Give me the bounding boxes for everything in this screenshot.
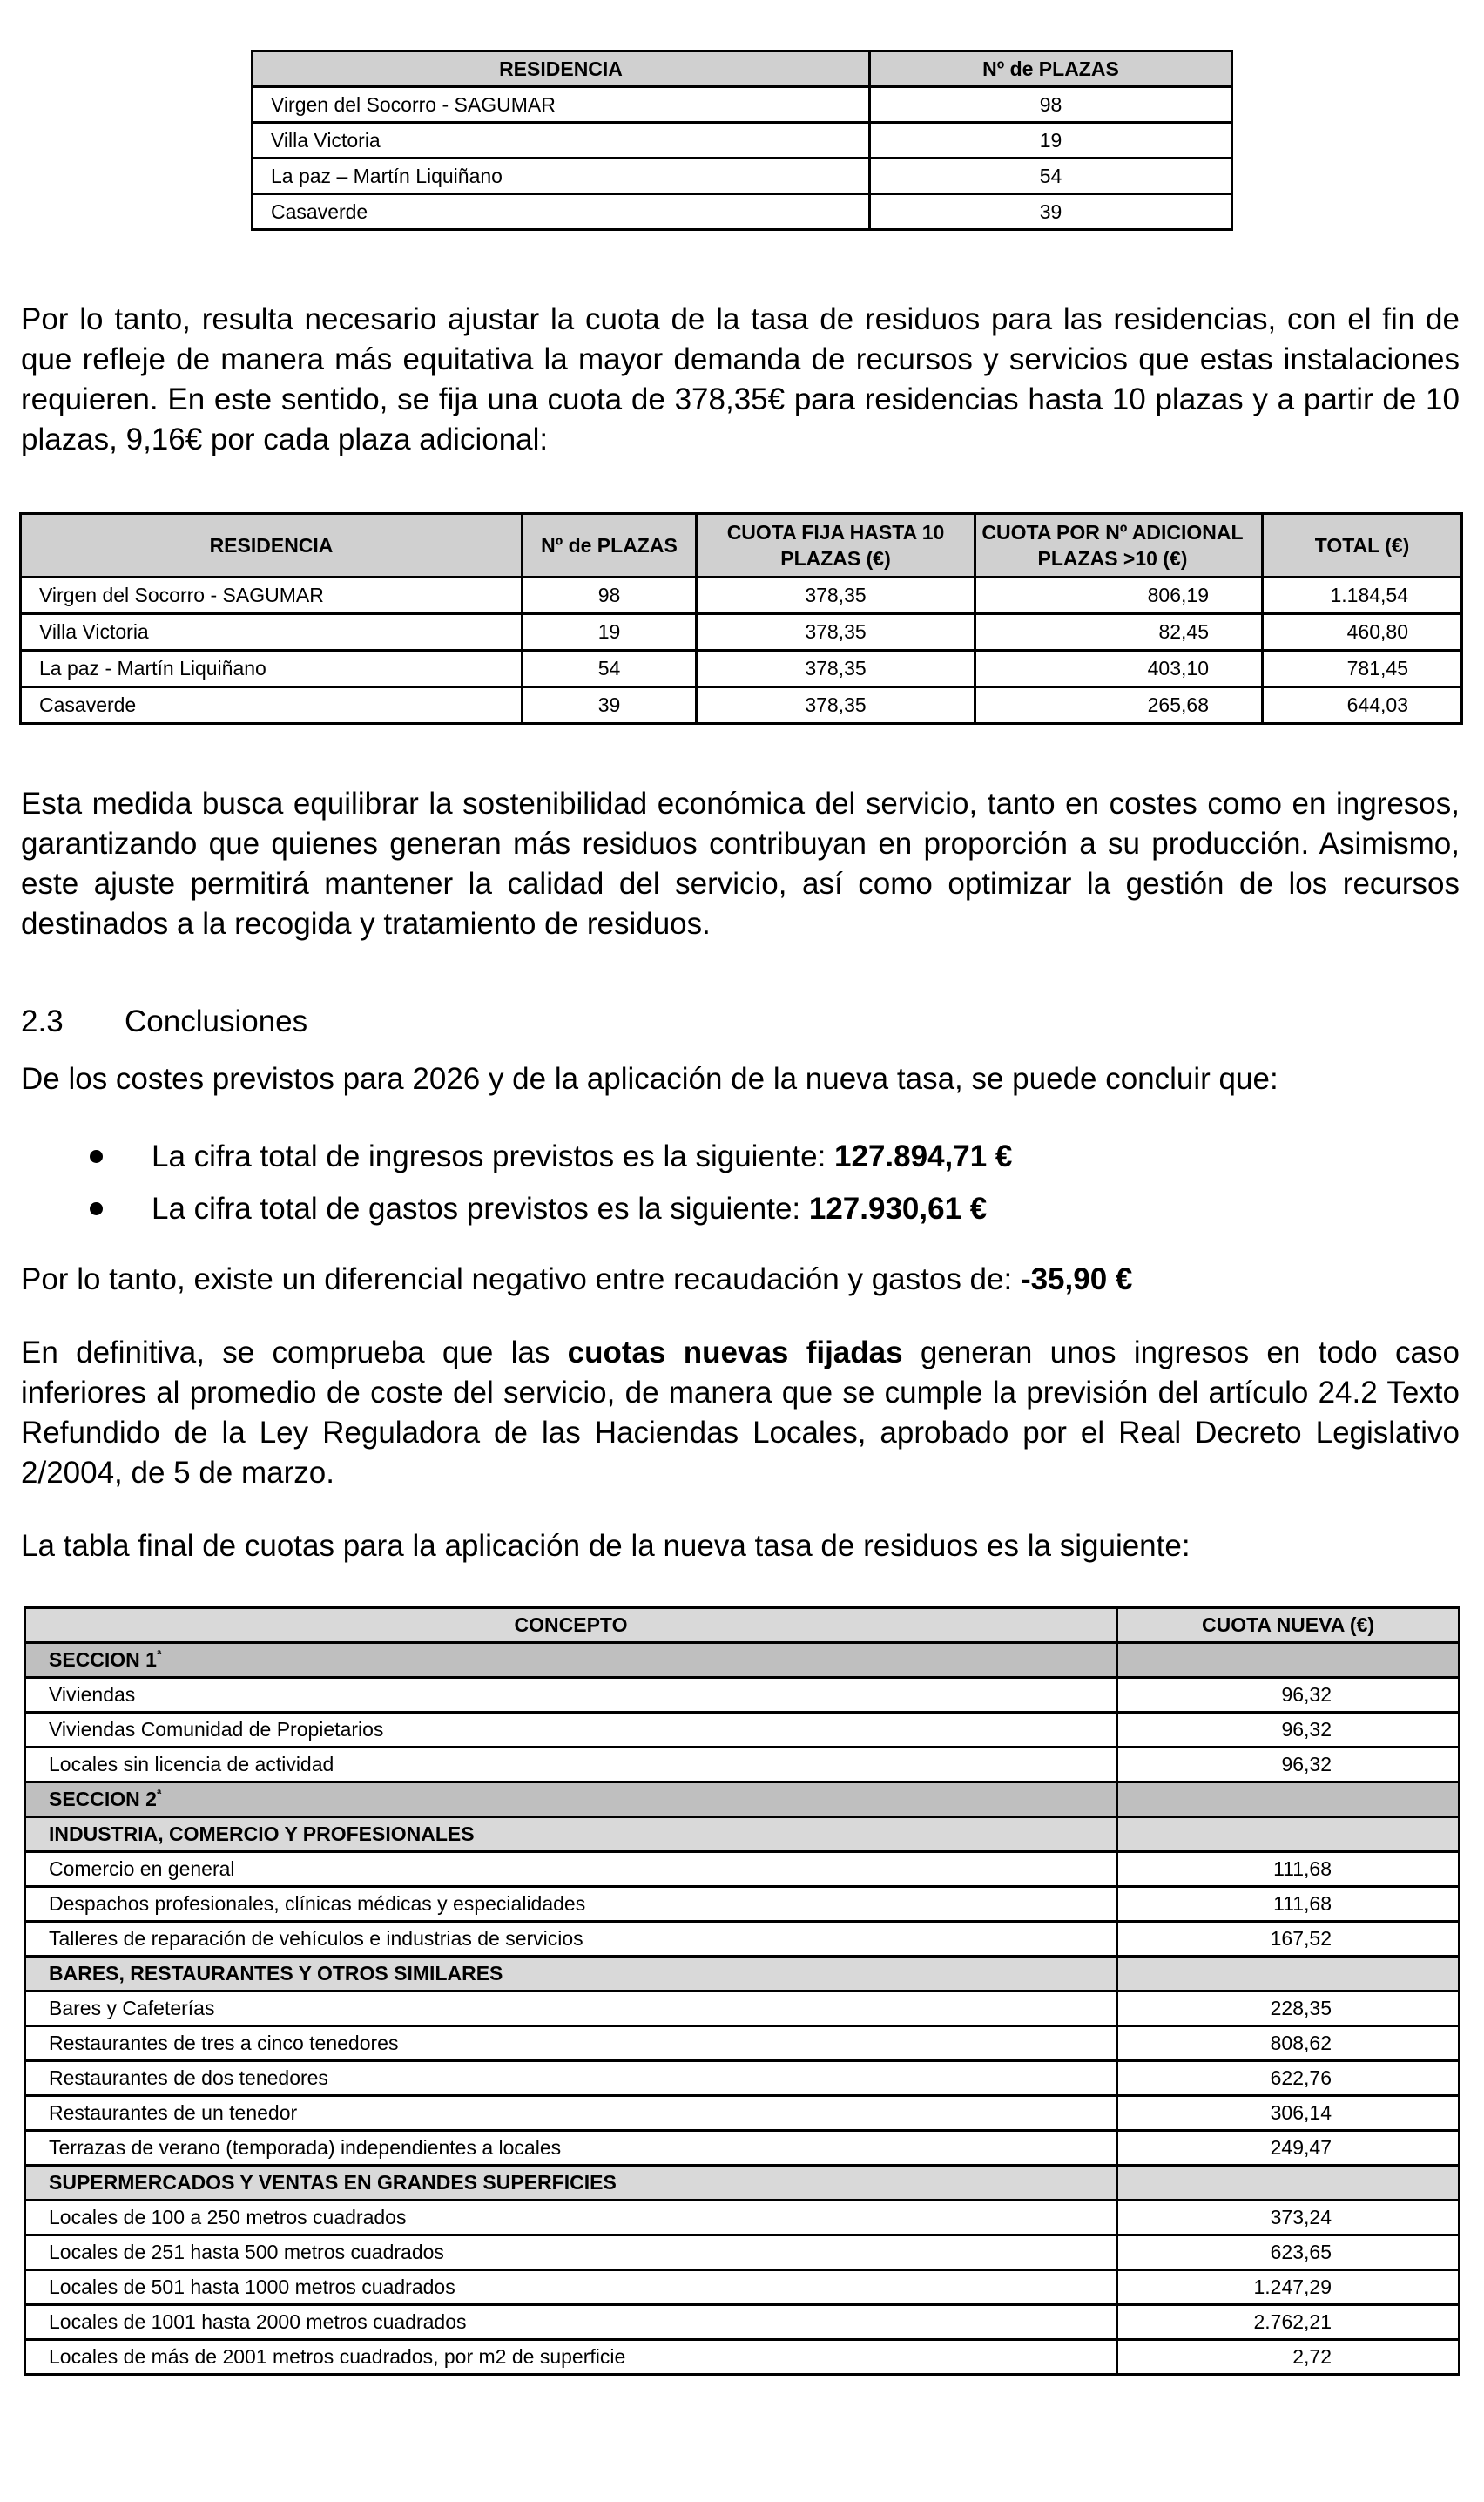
cuota-cell: 808,62 bbox=[1117, 2026, 1460, 2061]
residencia-name: Casaverde bbox=[21, 687, 523, 724]
header-cuota-nueva: CUOTA NUEVA (€) bbox=[1117, 1608, 1460, 1643]
plazas-count: 39 bbox=[870, 194, 1232, 230]
section-heading bbox=[21, 1002, 307, 1042]
concepto-text: BARES, RESTAURANTES Y OTROS SIMILARES bbox=[49, 1962, 503, 1985]
header-residencia: RESIDENCIA bbox=[21, 514, 523, 578]
cuota-cell: 2,72 bbox=[1117, 2340, 1460, 2375]
table-row bbox=[25, 2026, 1460, 2061]
table-row bbox=[25, 2096, 1460, 2131]
table-row bbox=[21, 578, 1462, 614]
table-row bbox=[25, 1991, 1460, 2026]
residencias-plazas-table bbox=[251, 50, 1233, 231]
residencia-name: La paz – Martín Liquiñano bbox=[253, 159, 870, 194]
residencia-name: Casaverde bbox=[253, 194, 870, 230]
cuota-cell bbox=[1117, 1817, 1460, 1852]
table-header-row bbox=[25, 1608, 1460, 1643]
table-row bbox=[25, 2305, 1460, 2340]
cuota-cell: 111,68 bbox=[1117, 1852, 1460, 1887]
table-row bbox=[25, 2270, 1460, 2305]
plazas-count: 98 bbox=[870, 87, 1232, 123]
residencia-name: Virgen del Socorro - SAGUMAR bbox=[253, 87, 870, 123]
residencia-name: Virgen del Socorro - SAGUMAR bbox=[21, 578, 523, 614]
conclusiones-list bbox=[0, 1137, 1484, 1241]
table-row bbox=[25, 2340, 1460, 2375]
cuota-fija: 378,35 bbox=[697, 614, 975, 651]
section-number: 2.3 bbox=[21, 1004, 64, 1038]
cuota-cell bbox=[1117, 2166, 1460, 2201]
concepto-text: Comercio en general bbox=[49, 1857, 235, 1880]
cuota-cell: 96,32 bbox=[1117, 1678, 1460, 1713]
table-row bbox=[21, 651, 1462, 687]
concepto-text: Restaurantes de dos tenedores bbox=[49, 2066, 328, 2089]
cuota-cell: 228,35 bbox=[1117, 1991, 1460, 2026]
total: 644,03 bbox=[1263, 687, 1462, 724]
cuota-cell: 96,32 bbox=[1117, 1748, 1460, 1782]
concepto-cell bbox=[25, 2235, 1117, 2270]
table-header-row bbox=[21, 514, 1462, 578]
concepto-cell bbox=[25, 1678, 1117, 1713]
cuotas-residencias-table bbox=[19, 512, 1463, 725]
concepto-cell bbox=[25, 1713, 1117, 1748]
header-cuota-adicional-text: CUOTA POR Nº ADICIONAL PLAZAS >10 (€) bbox=[981, 521, 1244, 570]
table-row bbox=[253, 159, 1232, 194]
paragraph-tabla-final: La tabla final de cuotas para la aplicación de la nueva tasa de residuos es la siguiente: bbox=[21, 1529, 1191, 1563]
cuota-cell bbox=[1117, 1957, 1460, 1991]
plazas-count: 54 bbox=[523, 651, 697, 687]
section-label bbox=[25, 1782, 1117, 1817]
category-label bbox=[25, 1957, 1117, 1991]
concepto-text: Locales de 251 hasta 500 metros cuadrados bbox=[49, 2241, 444, 2263]
concepto-cell bbox=[25, 1887, 1117, 1922]
total: 781,45 bbox=[1263, 651, 1462, 687]
concepto-text: Bares y Cafeterías bbox=[49, 1997, 215, 2019]
concepto-cell bbox=[25, 2096, 1117, 2131]
cuota-cell: 96,32 bbox=[1117, 1713, 1460, 1748]
cuota-cell bbox=[1117, 1782, 1460, 1817]
header-concepto: CONCEPTO bbox=[25, 1608, 1117, 1643]
paragraph-diferencial bbox=[21, 1260, 1460, 1300]
cuota-cell: 622,76 bbox=[1117, 2061, 1460, 2096]
ordinal-indicator: ª bbox=[156, 1647, 162, 1661]
concepto-text: Locales de 100 a 250 metros cuadrados bbox=[49, 2206, 407, 2228]
concepto-cell bbox=[25, 2340, 1117, 2375]
header-plazas: Nº de PLAZAS bbox=[523, 514, 697, 578]
residencia-name: Villa Victoria bbox=[253, 123, 870, 159]
table-row bbox=[21, 687, 1462, 724]
concepto-cell bbox=[25, 1991, 1117, 2026]
concepto-cell bbox=[25, 2026, 1117, 2061]
definitiva-before: En definitiva, se comprueba que las bbox=[21, 1336, 568, 1369]
paragraph-ajuste-cuota: Por lo tanto, resulta necesario ajustar la cuota de la tasa de residuos para las residencias, con el fin de que refleje de manera más equitativa la mayor demanda de recursos y servicios que estas instalaciones requieren. En este sentido, se fija una cuota de 378,35€ para residencias hasta 10 plazas y a partir de 10 plazas, 9,16€ por cada plaza adicional: bbox=[21, 302, 1460, 456]
concepto-text: Locales de 1001 hasta 2000 metros cuadrados bbox=[49, 2310, 467, 2333]
gastos-value: 127.930,61 € bbox=[808, 1192, 988, 1226]
cuota-cell: 167,52 bbox=[1117, 1922, 1460, 1957]
table-row bbox=[253, 194, 1232, 230]
concepto-text: Terrazas de verano (temporada) independientes a locales bbox=[49, 2136, 562, 2159]
concepto-text: Viviendas bbox=[49, 1683, 136, 1706]
table-row bbox=[253, 87, 1232, 123]
plazas-count: 19 bbox=[870, 123, 1232, 159]
residencia-name: La paz - Martín Liquiñano bbox=[21, 651, 523, 687]
section-label bbox=[25, 1643, 1117, 1678]
concepto-text: Locales de 501 hasta 1000 metros cuadrados bbox=[49, 2275, 455, 2298]
header-total: TOTAL (€) bbox=[1263, 514, 1462, 578]
tabla-final-cuotas bbox=[24, 1606, 1460, 2376]
concepto-text: Despachos profesionales, clínicas médicas y especialidades bbox=[49, 1892, 586, 1915]
table-row bbox=[25, 2061, 1460, 2096]
concepto-text: Talleres de reparación de vehículos e industrias de servicios bbox=[49, 1927, 583, 1950]
concepto-cell bbox=[25, 2061, 1117, 2096]
category-label bbox=[25, 1817, 1117, 1852]
concepto-text: SECCION 2 bbox=[49, 1788, 157, 1810]
concepto-cell bbox=[25, 2201, 1117, 2235]
concepto-text: Locales de más de 2001 metros cuadrados, por m2 de superficie bbox=[49, 2345, 626, 2368]
cuota-cell: 2.762,21 bbox=[1117, 2305, 1460, 2340]
concepto-cell bbox=[25, 2305, 1117, 2340]
list-item-ingresos bbox=[0, 1137, 1484, 1189]
concepto-text: INDUSTRIA, COMERCIO Y PROFESIONALES bbox=[49, 1822, 475, 1845]
paragraph-costes-intro: De los costes previstos para 2026 y de la aplicación de la nueva tasa, se puede concluir que: bbox=[21, 1062, 1278, 1096]
concepto-cell bbox=[25, 1748, 1117, 1782]
concepto-cell bbox=[25, 2270, 1117, 2305]
diferencial-text: Por lo tanto, existe un diferencial negativo entre recaudación y gastos de: bbox=[21, 1262, 1021, 1296]
table-row bbox=[25, 1922, 1460, 1957]
table-row bbox=[25, 1713, 1460, 1748]
table-row bbox=[25, 1748, 1460, 1782]
total: 1.184,54 bbox=[1263, 578, 1462, 614]
header-plazas: Nº de PLAZAS bbox=[870, 51, 1232, 87]
plazas-count: 54 bbox=[870, 159, 1232, 194]
cuota-cell: 111,68 bbox=[1117, 1887, 1460, 1922]
cuota-cell: 373,24 bbox=[1117, 2201, 1460, 2235]
concepto-cell bbox=[25, 1852, 1117, 1887]
table-row bbox=[25, 1678, 1460, 1713]
concepto-cell bbox=[25, 1922, 1117, 1957]
header-cuota-fija: CUOTA FIJA HASTA 10 PLAZAS (€) bbox=[697, 514, 975, 578]
concepto-text: Viviendas Comunidad de Propietarios bbox=[49, 1718, 384, 1741]
ingresos-value: 127.894,71 € bbox=[834, 1139, 1013, 1173]
table-row bbox=[25, 1887, 1460, 1922]
cuota-adicional: 82,45 bbox=[975, 614, 1263, 651]
paragraph-definitiva bbox=[21, 1333, 1460, 1493]
table-row bbox=[25, 1852, 1460, 1887]
category-label bbox=[25, 2166, 1117, 2201]
cuota-adicional: 265,68 bbox=[975, 687, 1263, 724]
cuota-fija: 378,35 bbox=[697, 578, 975, 614]
section-title: Conclusiones bbox=[125, 1004, 308, 1038]
residencia-name: Villa Victoria bbox=[21, 614, 523, 651]
cuota-cell: 249,47 bbox=[1117, 2131, 1460, 2166]
table-row bbox=[25, 2131, 1460, 2166]
concepto-text: Locales sin licencia de actividad bbox=[49, 1753, 334, 1775]
category-row bbox=[25, 1957, 1460, 1991]
bullet-icon bbox=[90, 1202, 103, 1215]
header-residencia: RESIDENCIA bbox=[253, 51, 870, 87]
category-row bbox=[25, 1817, 1460, 1852]
bullet-text: La cifra total de ingresos previstos es la siguiente: bbox=[152, 1139, 835, 1173]
table-row bbox=[25, 2235, 1460, 2270]
total: 460,80 bbox=[1263, 614, 1462, 651]
plazas-count: 19 bbox=[523, 614, 697, 651]
table-row bbox=[25, 2201, 1460, 2235]
cuota-fija: 378,35 bbox=[697, 687, 975, 724]
table-header-row bbox=[253, 51, 1232, 87]
table-row bbox=[253, 123, 1232, 159]
tabla-final-body bbox=[25, 1643, 1460, 2375]
section-row bbox=[25, 1643, 1460, 1678]
concepto-cell bbox=[25, 2131, 1117, 2166]
cuota-fija: 378,35 bbox=[697, 651, 975, 687]
concepto-text: Restaurantes de tres a cinco tenedores bbox=[49, 2032, 399, 2054]
plazas-count: 39 bbox=[523, 687, 697, 724]
list-item-gastos bbox=[0, 1189, 1484, 1241]
cuota-cell bbox=[1117, 1643, 1460, 1678]
cuota-adicional: 806,19 bbox=[975, 578, 1263, 614]
ordinal-indicator: ª bbox=[156, 1787, 162, 1801]
section-row bbox=[25, 1782, 1460, 1817]
diferencial-value: -35,90 € bbox=[1020, 1262, 1133, 1296]
header-cuota-adicional bbox=[975, 514, 1263, 578]
cuota-cell: 306,14 bbox=[1117, 2096, 1460, 2131]
table-row bbox=[21, 614, 1462, 651]
bullet-text: La cifra total de gastos previstos es la siguiente: bbox=[152, 1192, 809, 1226]
cuota-adicional: 403,10 bbox=[975, 651, 1263, 687]
definitiva-after: generan unos ingresos en todo caso inferiores al promedio de coste del servicio, de manera que se cumple la previsión del artículo 24.2 Texto Refundido de la Ley Reguladora de las Haciendas Locales, aprobado por el Real Decreto Legislativo 2/2004, de 5 de marzo. bbox=[21, 1336, 1460, 1490]
definitiva-bold: cuotas nuevas fijadas bbox=[567, 1336, 903, 1369]
paragraph-medida: Esta medida busca equilibrar la sostenibilidad económica del servicio, tanto en costes como en ingresos, garantizando que quienes generan más residuos contribuyan en proporción a su producción. Asimismo, este ajuste permitirá mantener la calidad del servicio, así como optimizar la gestión de los recursos destinados a la recogida y tratamiento de residuos. bbox=[21, 787, 1460, 941]
bullet-icon bbox=[90, 1150, 103, 1163]
cuota-cell: 1.247,29 bbox=[1117, 2270, 1460, 2305]
plazas-count: 98 bbox=[523, 578, 697, 614]
cuota-cell: 623,65 bbox=[1117, 2235, 1460, 2270]
category-row bbox=[25, 2166, 1460, 2201]
concepto-text: Restaurantes de un tenedor bbox=[49, 2101, 298, 2124]
concepto-text: SUPERMERCADOS Y VENTAS EN GRANDES SUPERFICIES bbox=[49, 2171, 617, 2194]
concepto-text: SECCION 1 bbox=[49, 1648, 157, 1671]
